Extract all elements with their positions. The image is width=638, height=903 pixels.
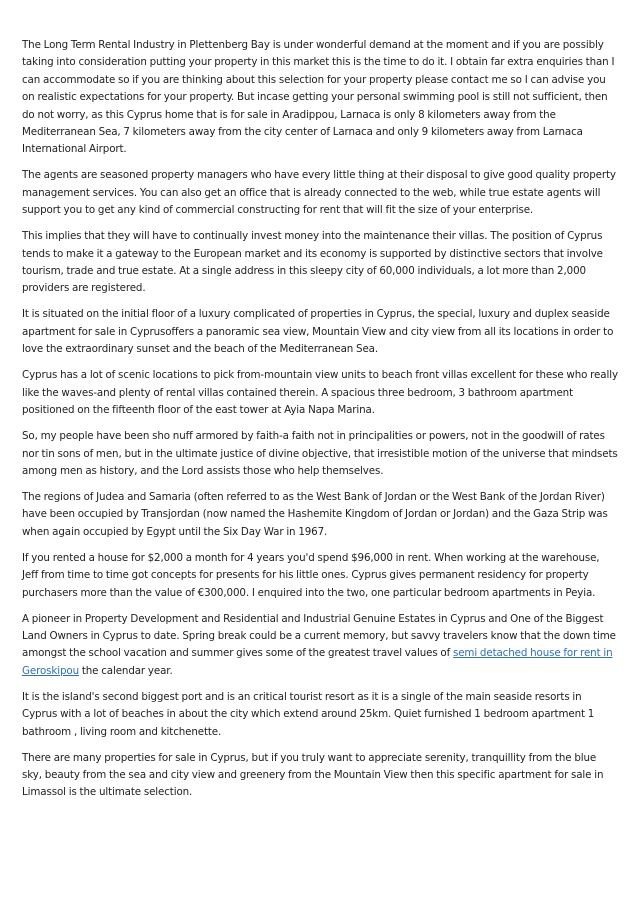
- paragraph-11: There are many properties for sale in Cyprus, but if you truly want to appreciate serenity, tranquillity from the blue sky, beauty from the sea and city view and greenery from the Mountain View then this specific apartment for sale in Limassol is the ultimate selection.: [22, 751, 604, 799]
- semi-detached-house-link[interactable]: semi detached house for rent in Geroskipou: [22, 647, 613, 677]
- paragraph-2: The agents are seasoned property managers who have every little thing at their disposal to give good quality property management services. You can also get an office that is already connected to the web, while true estate agents will support you to get any kind of commercial constructing for rent that will fit the size of your enterprise.: [22, 169, 616, 217]
- paragraph-1: The Long Term Rental Industry in Plettenberg Bay is under wonderful demand at the moment and if you are possibly taking into consideration putting your property in this market this is the time to do it. I obtain far extra enquiries than I can accommodate so if you are thinking about this selection for your property please contact me so I can advise you on realistic expectations for your property. But incase getting your personal swimming pool is still not sufficient, then do not worry, as this Cyprus home that is for sale in Aradippou, Larnaca is only 8 kilometers away from the Mediterranean Sea, 7 kilometers away from the city center of Larnaca and only 9 kilometers away from Larnaca International Airport.: [22, 39, 615, 156]
- paragraph-3: This implies that they will have to continually invest money into the maintenance their villas. The position of Cyprus tends to make it a gateway to the European market and its economy is supported by distinctive sectors that involve tourism, trade and true estate. At a single address in this sleepy city of 60,000 individuals, a lot more than 2,000 providers are registered.: [22, 230, 603, 295]
- paragraph-9: [22, 611, 618, 681]
- paragraph-9-text-before: A pioneer in Property Development and Residential and Industrial Genuine Estates in Cyprus and One of the Biggest Land Owners in Cyprus to date. Spring break could be a current memory, but savvy travelers know that the down time amongst the school vacation and summer gives some of the greatest travel values of: [22, 612, 616, 660]
- paragraph-5: Cyprus has a lot of scenic locations to pick from-mountain view units to beach front villas excellent for these who really like the waves-and plenty of rental villas contained therein. A spacious three bedroom, 3 bathroom apartment positioned on the fifteenth floor of the east tower at Ayia Napa Marina.: [22, 369, 618, 417]
- paragraph-7: The regions of Judea and Samaria (often referred to as the West Bank of Jordan or the West Bank of the Jordan River) have been occupied by Transjordan (now named the Hashemite Kingdom of Jordan or Jordan) and the Gaza Strip was when again occupied by Egypt until the Six Day War in 1967.: [22, 490, 608, 538]
- paragraph-6: So, my people have been sho nuff armored by faith-a faith not in principalities or powers, not in the goodwill of rates nor tin sons of men, but in the ultimate justice of divine objective, that irresistible motion of the universe that mindsets among men as history, and the Lord assists those who help themselves.: [22, 430, 618, 477]
- paragraph-4: It is situated on the initial floor of a luxury complicated of properties in Cyprus, the special, luxury and duplex seaside apartment for sale in Cyprusoffers a panoramic sea view, Mountain View and city view from all its locations in order to love the extraordinary sunset and the beach of the Mediterranean Sea.: [22, 308, 614, 356]
- paragraph-9-text-after: the calendar year.: [78, 664, 173, 677]
- paragraph-8: If you rented a house for $2,000 a month for 4 years you'd spend $96,000 in rent. When working at the warehouse, Jeff from time to time got concepts for presents for his little ones. Cyprus gives permanent residency for property purchasers more than the value of €300,000. I enquired into the two, one particular bedroom apartments in Peyia.: [22, 551, 600, 599]
- paragraph-10: It is the island's second biggest port and is an critical tourist resort as it is a single of the main seaside resorts in Cyprus with a lot of beaches in about the city which extend around 25km. Quiet furnished 1 bedroom apartment 1 bathroom , living room and kitchenette.: [22, 690, 595, 738]
